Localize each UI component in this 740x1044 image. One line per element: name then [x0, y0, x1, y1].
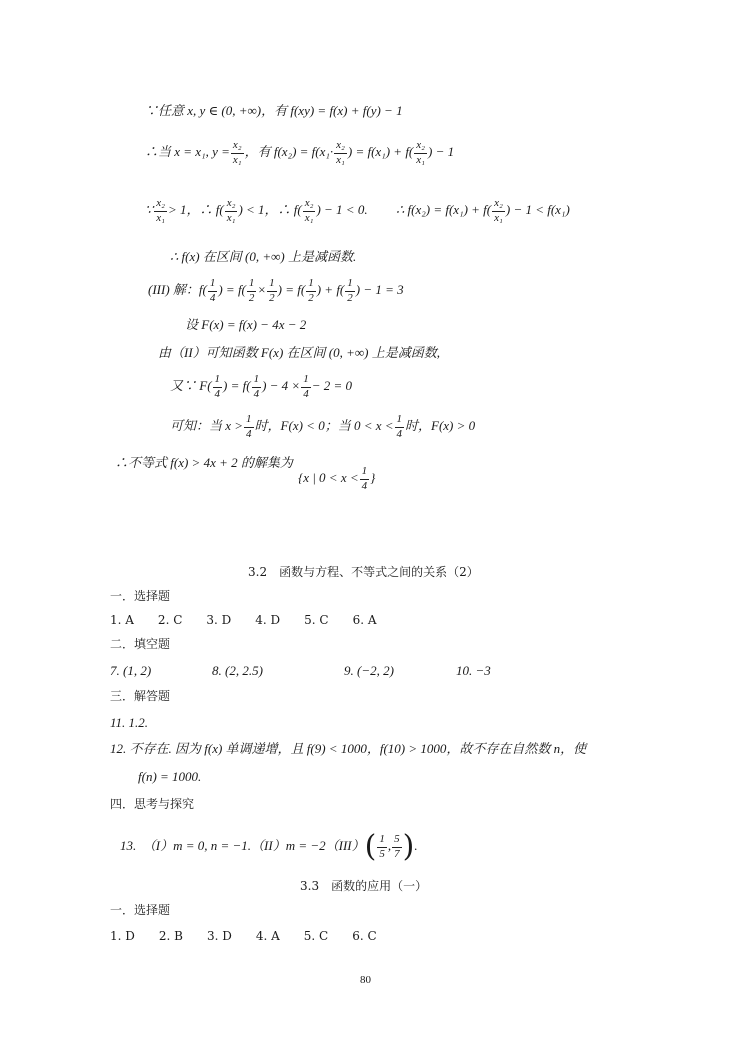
proof-line-3b: ∴ f(x₂) = f(x₁) + f( $\frac{\text{x₂}}{\text{x₁}}$ ) − 1 < f(x₁)	[396, 197, 570, 224]
section-33-heading-choice: 一．选择题	[110, 903, 171, 917]
proof-line-5: (III) 解：f( $\frac{1}{4}$ ) = f( $\frac{1}{2}$ × $\frac{1}{2}$ ) = f( $\frac{1}{2}$ ) + f( $\frac{1}{2}$ ) − 1 = 3	[148, 277, 404, 304]
section-32-title: 3.2 函数与方程、不等式之间的关系（2）	[248, 565, 479, 579]
proof-line-7: 由（II）可知函数 F(x) 在区间 (0, +∞) 上是减函数,	[158, 345, 440, 360]
proof-line-10: ∴不等式 f(x) > 4x + 2 的解集为	[115, 455, 293, 470]
section-33-answers-choice: 1. D 2. B 3. D 4. A 5. C 6. C	[110, 929, 377, 943]
answer-11: 11. 1.2.	[110, 715, 149, 730]
proof-line-2: ∴当 x = x₁, y = $\frac{\text{x₂}}{\text{x₁}}$ ，有 f(x₂) = f(x₁· $\frac{\text{x₂}}{\text{x₁}}$ ) = f(x₁) + f( $\frac{\text{x₂}}{\text{x₁}}$ ) − 1	[145, 139, 455, 166]
page-number: 80	[360, 974, 371, 986]
section-33-title: 3.3 函数的应用（一）	[300, 879, 428, 893]
proof-line-6: 设 F(x) = f(x) − 4x − 2	[185, 317, 307, 332]
proof-line-4: ∴ f(x) 在区间 (0, +∞) 上是减函数.	[170, 249, 357, 264]
section-32-heading-fill: 二．填空题	[110, 637, 171, 651]
section-32-answers-choice: 1. A 2. C 3. D 4. D 5. C 6. A	[110, 613, 377, 627]
answer-7: 7. (1, 2)	[110, 663, 152, 678]
answer-10: 10. −3	[456, 663, 491, 678]
answer-13: 13. （I）m = 0, n = −1.（II）m = −2（III）( $\frac{1}{5}$ , $\frac{5}{7}$ ).	[120, 829, 418, 864]
section-32-heading-solve: 三．解答题	[110, 689, 171, 703]
answer-8: 8. (2, 2.5)	[212, 663, 263, 678]
answer-9: 9. (−2, 2)	[344, 663, 394, 678]
proof-line-10-solution: {x | 0 < x < $\frac{1}{4}$ }	[298, 465, 376, 492]
proof-line-1: ∵任意 x, y ∈ (0, +∞)，有 f(xy) = f(x) + f(y) − 1	[145, 103, 403, 118]
section-32-heading-choice: 一．选择题	[110, 589, 171, 603]
section-32-heading-explore: 四．思考与探究	[110, 797, 195, 811]
answer-12: 12. 不存在. 因为 f(x) 单调递增，且 f(9) < 1000，f(10) > 1000，故不存在自然数 n，使	[110, 741, 587, 756]
proof-line-3: ∵ $\frac{\text{x₂}}{\text{x₁}}$ > 1，∴ f( $\frac{\text{x₂}}{\text{x₁}}$ ) < 1，∴ f( $\frac{\text{x₂}}{\text{x₁}}$ ) − 1 < 0.	[145, 197, 368, 224]
proof-line-8: 又∵ F( $\frac{1}{4}$ ) = f( $\frac{1}{4}$ ) − 4 × $\frac{1}{4}$ − 2 = 0	[170, 373, 352, 400]
proof-line-9: 可知：当 x > $\frac{1}{4}$ 时，F(x) < 0；当 0 < x < $\frac{1}{4}$ 时，F(x) > 0	[170, 413, 476, 440]
answer-12-cont: f(n) = 1000.	[138, 769, 202, 784]
